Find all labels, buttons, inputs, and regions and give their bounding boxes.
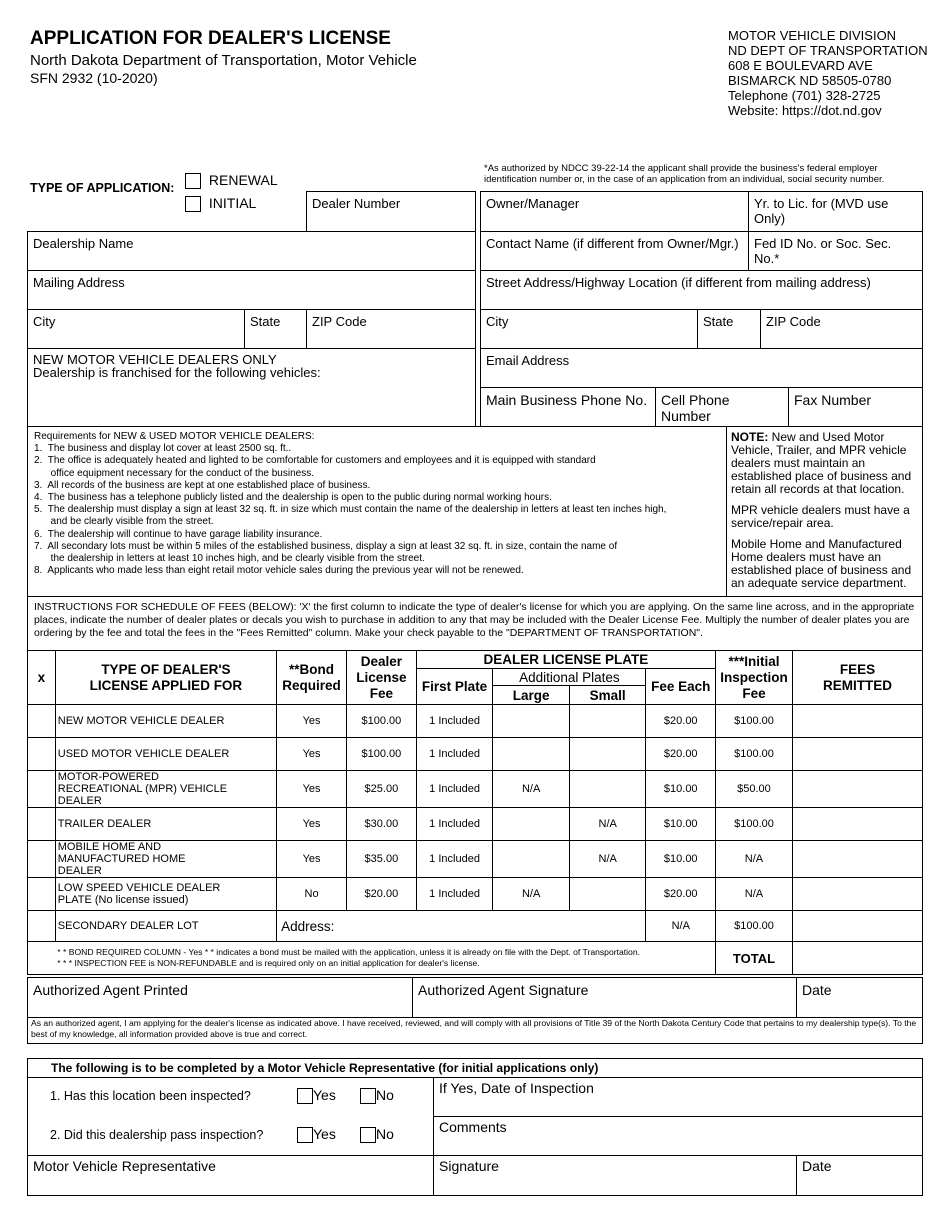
note-box	[726, 426, 923, 597]
city2-field[interactable]	[480, 309, 698, 349]
inspection-cell: $100.00	[716, 738, 793, 771]
q1-yes-checkbox[interactable]	[297, 1088, 313, 1104]
small-cell[interactable]	[569, 878, 646, 911]
agent-printed-field[interactable]	[27, 977, 413, 1018]
secondary-address-cell[interactable]: Address:	[277, 911, 646, 942]
remitted-cell[interactable]	[792, 911, 922, 942]
new-dealers-sub: Dealership is franchised for the following vehicles:	[33, 365, 321, 380]
rep-date-field[interactable]	[796, 1155, 923, 1196]
main-phone-field[interactable]	[480, 387, 656, 427]
fee-row	[28, 738, 923, 771]
bond-cell: Yes	[277, 808, 347, 841]
yr-to-lic-field[interactable]	[748, 191, 923, 232]
select-cell[interactable]	[28, 808, 56, 841]
inspection-header: ***Initial Inspection Fee	[716, 651, 793, 705]
q2-yes-label: Yes	[313, 1126, 336, 1142]
instructions-box	[27, 596, 923, 651]
zip2-field[interactable]	[760, 309, 923, 349]
large-cell[interactable]	[493, 841, 570, 878]
remitted-header: FEES REMITTED	[792, 651, 922, 705]
address-line: MOTOR VEHICLE DIVISION	[728, 28, 897, 43]
select-cell[interactable]	[28, 738, 56, 771]
yr-to-lic-label: Yr. to Lic. for (MVD use Only)	[754, 196, 889, 226]
q1-no-option[interactable]	[360, 1087, 394, 1104]
city2-label: City	[486, 314, 509, 329]
small-cell[interactable]: N/A	[569, 808, 646, 841]
rep-field[interactable]	[27, 1155, 434, 1196]
license-type: SECONDARY DEALER LOT	[55, 911, 276, 942]
rep-date-label: Date	[802, 1158, 832, 1174]
fee-cell: $25.00	[346, 771, 416, 808]
renewal-checkbox[interactable]	[185, 173, 201, 189]
ndcc-note: *As authorized by NDCC 39-22-14 the applicant shall provide the business's federal employer identification number or, in the case of an application from an individual, social security number.	[484, 163, 885, 185]
remitted-cell[interactable]	[792, 738, 922, 771]
address-line: Telephone (701) 328-2725	[728, 88, 881, 103]
bond-footnote: * * BOND REQUIRED COLUMN - Yes * * indicates a bond must be mailed with the application, unless it is already on file with the Dept. of Transportation.	[57, 947, 641, 957]
fee-each-cell: $10.00	[646, 841, 716, 878]
select-cell[interactable]	[28, 771, 56, 808]
franchised-vehicles-field[interactable]	[27, 348, 476, 427]
form-title: APPLICATION FOR DEALER'S LICENSE	[30, 28, 391, 49]
remitted-cell[interactable]	[792, 878, 922, 911]
fee-row	[28, 878, 923, 911]
first-plate-header: First Plate	[416, 669, 493, 705]
renewal-label: RENEWAL	[208, 172, 278, 188]
agent-statement-text: As an authorized agent, I am applying for the dealer's license as indicated above. I have received, reviewed, and will comply with all provisions of Title 39 of the North Dakota Century Code that pertains to my dealership type(s). To the best of my knowledge, all information provided above is true and correct.	[31, 1018, 917, 1039]
city-field[interactable]	[27, 309, 245, 349]
zip-label: ZIP Code	[312, 314, 367, 329]
owner-manager-label: Owner/Manager	[486, 196, 580, 211]
rep-signature-field[interactable]	[433, 1155, 797, 1196]
first-plate-cell: 1 Included	[416, 771, 493, 808]
contact-name-field[interactable]	[480, 231, 749, 271]
mailing-address-label: Mailing Address	[33, 275, 125, 290]
secondary-lot-row	[28, 911, 923, 942]
x-header: x	[28, 651, 56, 705]
fee-cell: $30.00	[346, 808, 416, 841]
q2-no-checkbox[interactable]	[360, 1127, 376, 1143]
mailing-address-field[interactable]	[27, 270, 476, 310]
fee-each-cell: N/A	[646, 911, 716, 942]
total-cell[interactable]	[792, 942, 922, 975]
street-address-field[interactable]	[480, 270, 923, 310]
main-phone-label: Main Business Phone No.	[486, 392, 648, 408]
requirements-title: Requirements for NEW & USED MOTOR VEHICLE DEALERS:	[34, 431, 315, 442]
dealer-number-label: Dealer Number	[312, 196, 401, 211]
zip-field[interactable]	[306, 309, 476, 349]
q2-no-label: No	[376, 1126, 394, 1142]
license-type: MOTOR-POWERED RECREATIONAL (MPR) VEHICLE DEALER	[55, 771, 276, 808]
note-p1-text: New and Used Motor Vehicle, Trailer, and MPR vehicle dealers must maintain an established place of business and retain all records at that location.	[731, 430, 912, 496]
requirement-item: 6. The dealership will continue to have garage liability insurance.	[34, 528, 323, 540]
bond-cell: No	[277, 878, 347, 911]
address-line: 608 E BOULEVARD AVE	[728, 58, 873, 73]
street-address-label: Street Address/Highway Location (if different from mailing address)	[486, 275, 871, 290]
fee-cell: $100.00	[346, 705, 416, 738]
fee-each-cell: $10.00	[646, 771, 716, 808]
license-type: USED MOTOR VEHICLE DEALER	[55, 738, 276, 771]
state-label: State	[250, 314, 281, 329]
state2-field[interactable]	[697, 309, 761, 349]
initial-label: INITIAL	[208, 195, 257, 211]
fed-id-label: Fed ID No. or Soc. Sec. No.*	[754, 236, 892, 266]
dealership-name-field[interactable]	[27, 231, 476, 271]
remitted-cell[interactable]	[792, 705, 922, 738]
q2-yes-option[interactable]	[297, 1126, 336, 1143]
requirement-item: office equipment necessary for the conduct of the business.	[34, 467, 314, 479]
q2-label: 2. Did this dealership pass inspection?	[50, 1128, 264, 1142]
inspection-cell: $100.00	[716, 705, 793, 738]
requirement-item: 5. The dealership must display a sign at least 32 sq. ft. in size which must contain the name of the dealership in letters at least ten inches high,	[34, 504, 667, 516]
header	[30, 28, 417, 86]
agent-signature-field[interactable]	[412, 977, 797, 1018]
email-label: Email Address	[486, 353, 570, 368]
form-number: SFN 2932 (10-2020)	[30, 70, 158, 86]
agency-address	[728, 28, 928, 118]
small-cell[interactable]	[569, 705, 646, 738]
fed-id-field[interactable]	[748, 231, 923, 271]
bond-cell: Yes	[277, 705, 347, 738]
fee-schedule-table	[27, 650, 923, 975]
large-cell[interactable]	[493, 738, 570, 771]
requirement-item: and be clearly visible from the street.	[34, 516, 214, 528]
inspection-title	[27, 1058, 923, 1078]
license-type: LOW SPEED VEHICLE DEALER PLATE (No license issued)	[55, 878, 276, 911]
address-line: BISMARCK ND 58505-0780	[728, 73, 892, 88]
address-line: ND DEPT OF TRANSPORTATION	[728, 43, 928, 58]
cell-phone-field[interactable]	[655, 387, 789, 427]
requirement-item: 2. The office is adequately heated and lighted to be comfortable for customers and employees and it is equipped with standard	[34, 455, 596, 467]
requirement-item: 1. The business and display lot cover at least 2500 sq. ft..	[34, 443, 292, 455]
inspection-cell: $100.00	[716, 808, 793, 841]
inspection-cell: $100.00	[716, 911, 793, 942]
agent-date-field[interactable]	[796, 977, 923, 1018]
note-p2: MPR vehicle dealers must have a service/repair area.	[731, 503, 910, 530]
initial-checkbox[interactable]	[185, 196, 201, 212]
total-row	[28, 942, 923, 975]
form-subtitle: North Dakota Department of Transportation, Motor Vehicle	[30, 52, 417, 69]
zip2-label: ZIP Code	[766, 314, 821, 329]
remitted-cell[interactable]	[792, 771, 922, 808]
fee-row	[28, 771, 923, 808]
small-cell[interactable]: N/A	[569, 841, 646, 878]
requirement-item: 8. Applicants who made less than eight retail motor vehicle sales during the previous year will not be renewed.	[34, 565, 524, 577]
renewal-option[interactable]	[185, 172, 278, 189]
agent-date-label: Date	[802, 982, 832, 998]
note-label: NOTE:	[731, 430, 769, 444]
fee-each-cell: $20.00	[646, 878, 716, 911]
fee-cell: $20.00	[346, 878, 416, 911]
small-header: Small	[569, 686, 646, 705]
bond-cell: Yes	[277, 841, 347, 878]
footnotes-cell	[55, 942, 715, 975]
comments-field[interactable]	[433, 1116, 923, 1156]
agent-statement	[27, 1017, 923, 1044]
note-p3: Mobile Home and Manufactured Home dealers must have an established place of business and an adequate service department.	[731, 537, 912, 590]
requirements-box	[27, 426, 727, 597]
inspection-cell: N/A	[716, 841, 793, 878]
first-plate-cell: 1 Included	[416, 808, 493, 841]
fax-label: Fax Number	[794, 392, 872, 408]
fee-row	[28, 841, 923, 878]
agent-printed-label: Authorized Agent Printed	[33, 982, 188, 998]
requirement-item: the dealership in letters at least 10 inches high, and be clearly visible from the street.	[34, 553, 425, 565]
fee-each-cell: $20.00	[646, 705, 716, 738]
city-label: City	[33, 314, 56, 329]
inspection-cell: $50.00	[716, 771, 793, 808]
large-cell[interactable]: N/A	[493, 771, 570, 808]
dealership-name-label: Dealership Name	[33, 236, 134, 251]
bond-cell: Yes	[277, 738, 347, 771]
q2-no-option[interactable]	[360, 1126, 394, 1143]
contact-name-label: Contact Name (if different from Owner/Mgr.)	[486, 236, 739, 251]
small-cell[interactable]	[569, 738, 646, 771]
bond-cell: Yes	[277, 771, 347, 808]
blank-cell	[28, 942, 56, 975]
select-cell[interactable]	[28, 911, 56, 942]
large-cell[interactable]: N/A	[493, 878, 570, 911]
q1-label: 1. Has this location been inspected?	[50, 1089, 251, 1103]
requirement-item: 4. The business has a telephone publicly listed and the dealership is open to the public during normal working hours.	[34, 492, 552, 504]
large-header: Large	[493, 686, 570, 705]
rep-signature-label: Signature	[439, 1158, 499, 1174]
fee-row	[28, 808, 923, 841]
plate-header: DEALER LICENSE PLATE	[416, 651, 715, 669]
new-dealers-title: NEW MOTOR VEHICLE DEALERS ONLY	[33, 352, 277, 367]
first-plate-cell: 1 Included	[416, 705, 493, 738]
select-cell[interactable]	[28, 841, 56, 878]
small-cell[interactable]	[569, 771, 646, 808]
select-cell[interactable]	[28, 705, 56, 738]
fee-each-cell: $20.00	[646, 738, 716, 771]
inspection-date-field[interactable]	[433, 1077, 923, 1117]
address-line: Website: https://dot.nd.gov	[728, 103, 882, 118]
inspection-footnote: * * * INSPECTION FEE is NON-REFUNDABLE and is required only on an initial application for dealer's license.	[57, 958, 480, 968]
first-plate-cell: 1 Included	[416, 841, 493, 878]
total-label: TOTAL	[716, 942, 793, 975]
license-fee-header: Dealer License Fee	[346, 651, 416, 705]
large-cell[interactable]	[493, 808, 570, 841]
fee-each-header: Fee Each	[646, 669, 716, 705]
q1-yes-option[interactable]	[297, 1087, 336, 1104]
license-type: TRAILER DEALER	[55, 808, 276, 841]
state2-label: State	[703, 314, 734, 329]
requirement-item: 3. All records of the business are kept at one established place of business.	[34, 479, 371, 491]
fax-field[interactable]	[788, 387, 923, 427]
type-header: TYPE OF DEALER'S LICENSE APPLIED FOR	[55, 651, 276, 705]
first-plate-cell: 1 Included	[416, 878, 493, 911]
fee-each-cell: $10.00	[646, 808, 716, 841]
bond-header: **Bond Required	[277, 651, 347, 705]
inspection-cell: N/A	[716, 878, 793, 911]
inspection-title-text: The following is to be completed by a Motor Vehicle Representative (for initial applications only)	[51, 1061, 599, 1075]
license-type: MOBILE HOME AND MANUFACTURED HOME DEALER	[55, 841, 276, 878]
state-field[interactable]	[244, 309, 307, 349]
remitted-cell[interactable]	[792, 808, 922, 841]
first-plate-cell: 1 Included	[416, 738, 493, 771]
q1-no-label: No	[376, 1087, 394, 1103]
fee-cell: $35.00	[346, 841, 416, 878]
requirement-item: 7. All secondary lots must be within 5 miles of the established business, display a sign at least 32 sq. ft. in size, contain the name of	[34, 540, 618, 552]
remitted-cell[interactable]	[792, 841, 922, 878]
q2-yes-checkbox[interactable]	[297, 1127, 313, 1143]
initial-option[interactable]	[185, 195, 256, 212]
large-cell[interactable]	[493, 705, 570, 738]
q1-yes-label: Yes	[313, 1087, 336, 1103]
dealer-number-field[interactable]	[306, 191, 476, 232]
owner-manager-field[interactable]	[480, 191, 749, 232]
email-field[interactable]	[480, 348, 923, 388]
agent-signature-label: Authorized Agent Signature	[418, 982, 589, 998]
rep-label: Motor Vehicle Representative	[33, 1158, 216, 1174]
additional-header: Additional Plates	[493, 669, 646, 686]
q1-no-checkbox[interactable]	[360, 1088, 376, 1104]
license-type: NEW MOTOR VEHICLE DEALER	[55, 705, 276, 738]
comments-label: Comments	[439, 1119, 507, 1135]
select-cell[interactable]	[28, 878, 56, 911]
cell-phone-label: Cell Phone Number	[661, 392, 730, 424]
fee-row	[28, 705, 923, 738]
inspection-date-label: If Yes, Date of Inspection	[439, 1080, 594, 1096]
instructions-text: INSTRUCTIONS FOR SCHEDULE OF FEES (BELOW): 'X' the first column to indicate the type of dealer's license for which you are applying. On the same line across, and in the appropriate places, indicate the number of dealer plates or decals you wish to purchase in addition to any that may be included with the Dealer License Fee. Multiply the number of dealer plates you are ordering by the fee and total the fees in the "Fees Remitted" column. Make your check payable to the "DEPARTMENT OF TRANSPORTATION".	[34, 601, 915, 639]
type-of-application-label: TYPE OF APPLICATION:	[30, 181, 175, 195]
note-p1	[731, 431, 918, 496]
fee-cell: $100.00	[346, 738, 416, 771]
